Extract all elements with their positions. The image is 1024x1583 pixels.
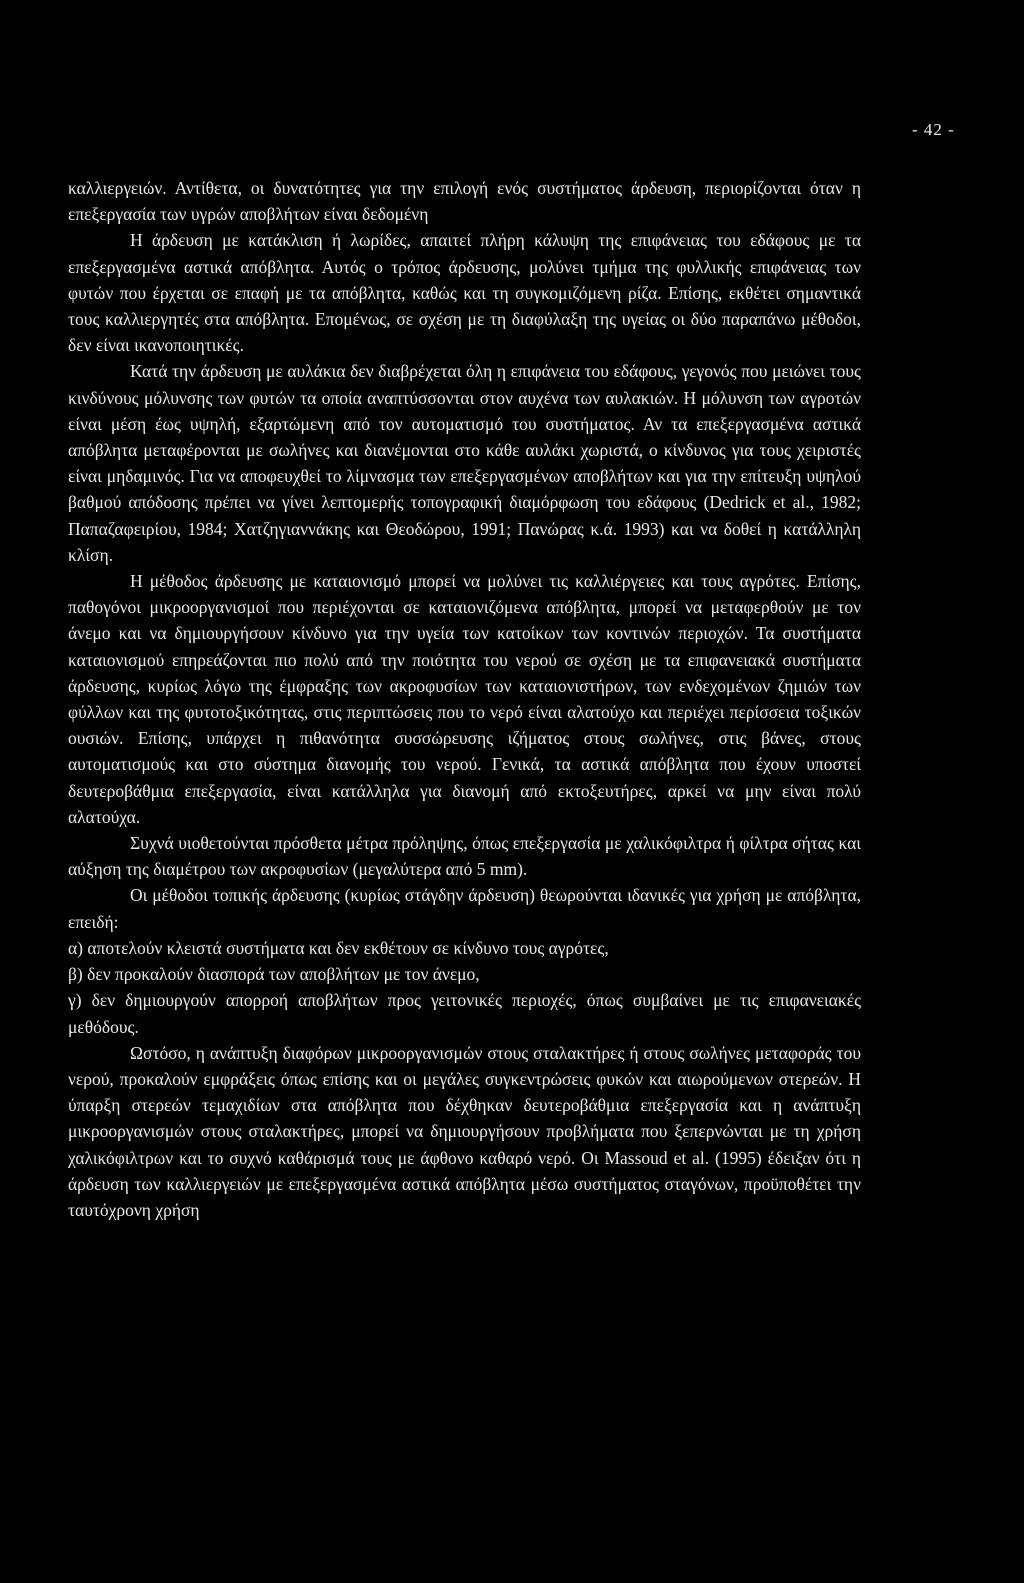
paragraph-local-irrigation: Οι μέθοδοι τοπικής άρδευσης (κυρίως στάγδην άρδευση) θεωρούνται ιδανικές για χρήση με απόβλητα, επειδή:	[68, 885, 861, 932]
list-item: β) δεν προκαλούν διασπορά των αποβλήτων με τον άνεμο,	[68, 964, 480, 985]
paragraph-continuation: καλλιεργειών. Αντίθετα, οι δυνατότητες για την επιλογή ενός συστήματος άρδευση, περιορίζονται όταν η επεξεργασία των υγρών αποβλήτων είναι δεδομένη	[68, 178, 861, 225]
paragraph-drip-clogging: Ωστόσο, η ανάπτυξη διαφόρων μικροοργανισμών στους σταλακτήρες ή στους σωλήνες μεταφοράς του νερού, προκαλούν εμφράξεις όπως επίσης και οι μεγάλες συγκεντρώσεις φυκών και αιωρούμενων στερεών. Η ύπαρξη στερεών τεμαχιδίων στα απόβλητα που δέχθηκαν δευτεροβάθμια επεξεργασία και η ανάπτυξη μικροοργανισμών στους σταλακτήρες, μπορεί να δημιουργήσουν προβλήματα που ξεπερνώνται με τη χρήση χαλικόφιλτρων και το συχνό καθάρισμά τους με άφθονο καθαρό νερό. Οι Massoud et al. (1995) έδειξαν ότι η άρδευση των καλλιεργειών με επεξεργασμένα αστικά απόβλητα μέσω συστήματος σταγόνων, προϋποθέτει την ταυτόχρονη χρήση	[68, 1042, 861, 1220]
paragraph-sprinkler-irrigation: Η μέθοδος άρδευσης με καταιονισμό μπορεί να μολύνει τις καλλιέργειες και τους αγρότες. Επίσης, παθογόνοι μικροοργανισμοί που περιέχονται σε καταιονιζόμενα απόβλητα, μπορεί να μεταφερθούν με τον άνεμο και να δημιουργήσουν κίνδυνο για την υγεία των κατοίκων των κοντινών περιοχών. Τα συστήματα καταιονισμού επηρεάζονται πιο πολύ από την ποιότητα του νερού σε σχέση με τα επιφανειακά συστήματα άρδευσης, κυρίως λόγω της έμφραξης των ακροφυσίων των καταιονιστήρων, των ενδεχομένων ζημιών των φύλλων και της φυτοτοξικότητας, στις περιπτώσεις που το νερό είναι αλατούχο και περιέχει περίσσεια τοξικών ουσιών. Επίσης, υπάρχει η πιθανότητα συσσώρευσης ιζήματος στους σωλήνες, στις βάνες, στους αυτοματισμούς και στο σύστημα διανομής του νερού. Γενικά, τα αστικά απόβλητα που έχουν υποστεί δευτεροβάθμια επεξεργασία, είναι κατάλληλα για διανομή από εκτοξευτήρες, αρκεί να μην είναι πολύ αλατούχα.	[68, 571, 861, 827]
page-number: - 42 -	[912, 120, 955, 139]
paragraph-flood-irrigation: Η άρδευση με κατάκλιση ή λωρίδες, απαιτεί πλήρη κάλυψη της επιφάνειας του εδάφους με τα επεξεργασμένα αστικά απόβλητα. Αυτός ο τρόπος άρδευσης, μολύνει τμήμα της φυλλικής επιφάνειας των φυτών που έρχεται σε επαφή με τα απόβλητα, καθώς και τη συγκομιζόμενη ρίζα. Επίσης, εκθέτει σημαντικά τους καλλιεργητές στα απόβλητα. Επομένως, σε σχέση με τη διαφύλαξη της υγείας οι δύο παραπάνω μέθοδοι, δεν είναι ικανοποιητικές.	[68, 230, 861, 356]
body-text	[68, 175, 861, 1223]
paragraph-prevention-measures: Συχνά υιοθετούνται πρόσθετα μέτρα πρόληψης, όπως επεξεργασία με χαλικόφιλτρα ή φίλτρα σήτας και αύξηση της διαμέτρου των ακροφυσίων (μεγαλύτερα από 5 mm).	[68, 833, 861, 880]
list-item: γ) δεν δημιουργούν απορροή αποβλήτων προς γειτονικές περιοχές, όπως συμβαίνει με τις επιφανειακές μεθόδους.	[68, 990, 861, 1037]
paragraph-furrow-irrigation: Κατά την άρδευση με αυλάκια δεν διαβρέχεται όλη η επιφάνεια του εδάφους, γεγονός που μειώνει τους κινδύνους μόλυνσης των φυτών τα οποία αναπτύσσονται στον αυχένα των αυλακιών. Η μόλυνση των αγροτών είναι μέση έως υψηλή, εξαρτώμενη από τον αυτοματισμό του συστήματος. Αν τα επεξεργασμένα αστικά απόβλητα μεταφέρονται με σωλήνες και διανέμονται στο κάθε αυλάκι χωριστά, ο κίνδυνος για τους χειριστές είναι μηδαμινός. Για να αποφευχθεί το λίμνασμα των επεξεργασμένων αποβλήτων και για την επίτευξη υψηλού βαθμού απόδοσης πρέπει να γίνει λεπτομερής τοπογραφική διαμόρφωση του εδάφους (Dedrick et al., 1982; Παπαζαφειρίου, 1984; Χατζηγιαννάκης και Θεοδώρου, 1991; Πανώρας κ.ά. 1993) και να δοθεί η κατάλληλη κλίση.	[68, 361, 861, 565]
list-item: α) αποτελούν κλειστά συστήματα και δεν εκθέτουν σε κίνδυνο τους αγρότες,	[68, 937, 609, 958]
